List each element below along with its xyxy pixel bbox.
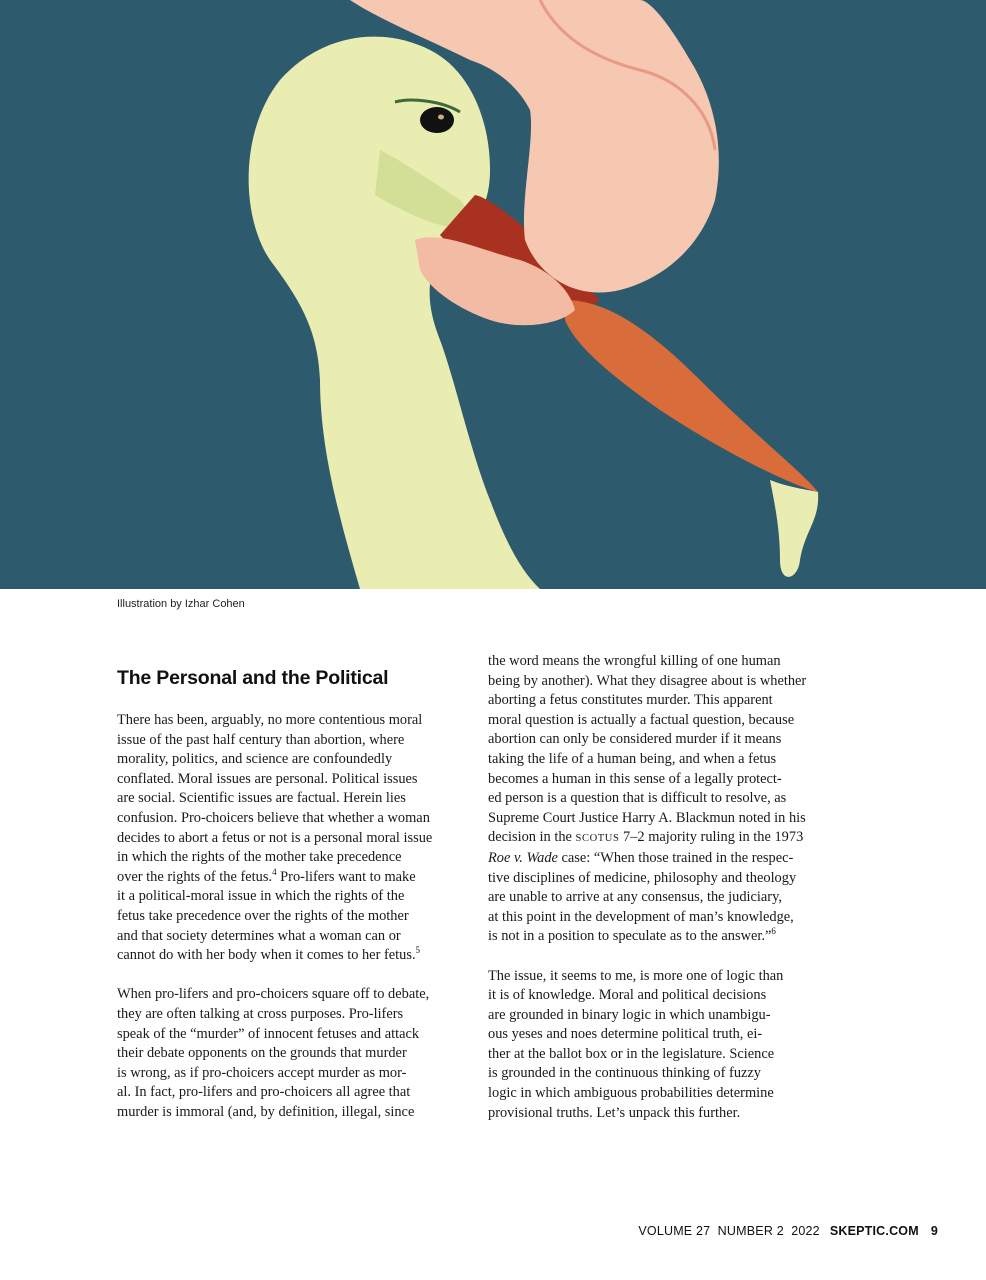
text-segment: Pro-lifers want to make — [276, 868, 416, 885]
text-line: logic in which ambiguous probabilities determine — [488, 1085, 774, 1102]
text-line: and that society determines what a woman can or — [117, 927, 401, 944]
left-paragraph-2 — [117, 985, 477, 1122]
right-paragraph-2 — [488, 967, 848, 1124]
text-line: There has been, arguably, no more contentious moral — [117, 712, 423, 728]
right-column — [488, 652, 848, 1123]
issue-info: VOLUME 27 NUMBER 2 2022 — [638, 1224, 820, 1238]
text-segment: 7–2 majority ruling in the 1973 — [619, 829, 804, 846]
text-line: is grounded in the continuous thinking of fuzzy — [488, 1065, 761, 1082]
text-line: is wrong, as if pro-choicers accept murder as mor- — [117, 1064, 407, 1081]
text-line: moral question is actually a factual question, because — [488, 711, 795, 728]
text-line: al. In fact, pro-lifers and pro-choicers all agree that — [117, 1084, 411, 1101]
text-line: provisional truths. Let’s unpack this further. — [488, 1104, 741, 1121]
case-name: Roe v. Wade — [488, 849, 558, 866]
stork-with-gloved-hands-icon — [0, 0, 986, 589]
text-line: ther at the ballot box or in the legislature. Science — [488, 1045, 775, 1062]
footnote-ref[interactable]: 4 — [272, 866, 277, 877]
text-line: confusion. Pro-choicers believe that whether a woman — [117, 809, 430, 826]
text-segment: case: “When those trained in the respec- — [557, 849, 794, 866]
text-line: they are often talking at cross purposes. Pro-lifers — [117, 1005, 404, 1022]
text-line: morality, politics, and science are confoundedly — [117, 751, 393, 768]
article-illustration — [0, 0, 986, 589]
text-line: issue of the past half century than abortion, where — [117, 731, 405, 748]
text-line: ed person is a question that is difficult to resolve, as — [488, 790, 787, 807]
text-line: are social. Scientific issues are factual. Herein lies — [117, 790, 406, 807]
footnote-ref[interactable]: 5 — [415, 945, 421, 956]
text-segment: is not in a position to speculate as to the answer.” — [488, 928, 772, 945]
text-line: becomes a human in this sense of a legally protect- — [488, 770, 782, 787]
text-line: When pro-lifers and pro-choicers square off to debate, — [117, 986, 430, 1003]
text-line: aborting a fetus constitutes murder. This apparent — [488, 692, 773, 709]
left-paragraph-1 — [117, 711, 477, 966]
footnote-ref[interactable]: 6 — [771, 926, 776, 937]
text-line: fetus take precedence over the rights of the mother — [117, 907, 409, 924]
page-number: 9 — [930, 1224, 938, 1238]
text-line: are unable to arrive at any consensus, the judiciary, — [488, 889, 782, 906]
text-line — [488, 828, 848, 849]
text-segment: cannot do with her body when it comes to her fetus. — [117, 947, 416, 964]
text-segment: over the rights of the fetus. — [117, 868, 273, 885]
text-line — [117, 868, 477, 888]
left-column — [117, 711, 477, 1122]
text-line — [117, 946, 477, 966]
section-heading: The Personal and the Political — [117, 667, 389, 689]
text-line: tive disciplines of medicine, philosophy and theology — [488, 869, 797, 886]
text-line: abortion can only be considered murder if it means — [488, 731, 782, 748]
site-link[interactable]: SKEPTIC.COM — [829, 1224, 919, 1238]
text-line: speak of the “murder” of innocent fetuses and attack — [117, 1025, 420, 1042]
text-line: the word means the wrongful killing of one human — [488, 653, 781, 669]
text-line: it a political-moral issue in which the rights of the — [117, 888, 405, 905]
small-caps-abbrev: SCOTUS — [575, 833, 620, 845]
text-line: at this point in the development of man’s knowledge, — [488, 908, 794, 925]
page-footer — [638, 1224, 938, 1238]
text-line: conflated. Moral issues are personal. Political issues — [117, 770, 418, 787]
text-line: ous yeses and noes determine political truth, ei- — [488, 1026, 763, 1043]
text-line: decides to abort a fetus or not is a personal moral issue — [117, 829, 433, 846]
text-line: their debate opponents on the grounds that murder — [117, 1045, 407, 1062]
text-line: being by another). What they disagree about is whether — [488, 672, 807, 689]
text-line: taking the life of a human being, and when a fetus — [488, 750, 777, 767]
text-line: in which the rights of the mother take precedence — [117, 849, 402, 866]
text-line — [488, 849, 848, 869]
illustration-credit: Illustration by Izhar Cohen — [117, 598, 245, 610]
text-line: it is of knowledge. Moral and political decisions — [488, 987, 767, 1004]
text-line: The issue, it seems to me, is more one of logic than — [488, 967, 784, 984]
text-line: are grounded in binary logic in which unambigu- — [488, 1006, 771, 1023]
text-line: Supreme Court Justice Harry A. Blackmun noted in his — [488, 809, 806, 826]
text-line — [488, 927, 848, 947]
text-segment: decision in the — [488, 829, 576, 846]
right-paragraph-1 — [488, 652, 848, 947]
text-line: murder is immoral (and, by definition, illegal, since — [117, 1103, 415, 1120]
